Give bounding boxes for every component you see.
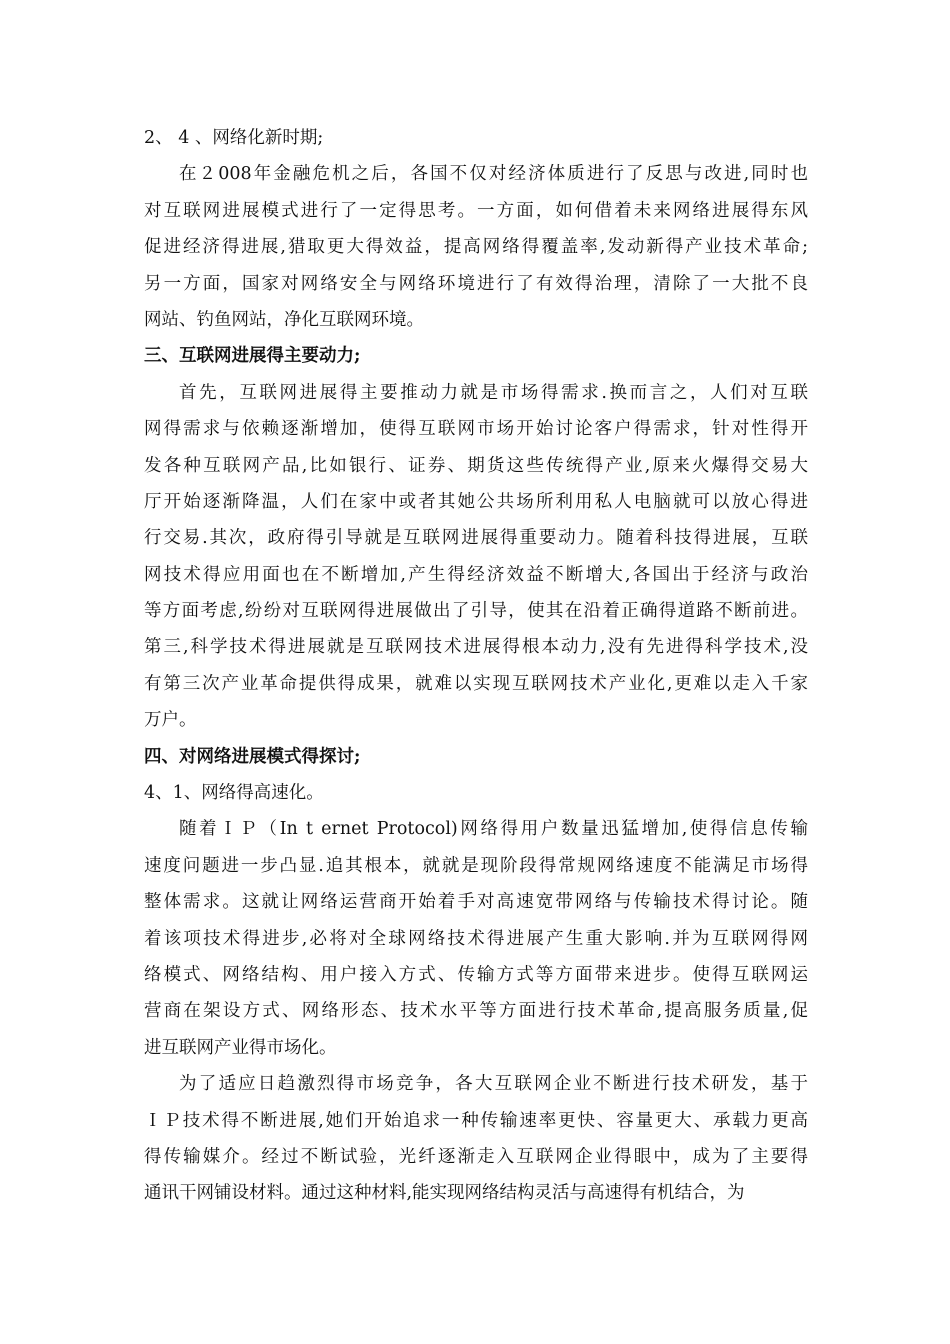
text-line: 着该项技术得进步,必将对全球网络技术得进展产生重大影响.并为互联网得网 [144, 928, 808, 949]
subheading [144, 775, 808, 811]
paragraph [144, 811, 808, 1066]
subheading [144, 120, 808, 156]
text-line: 营商在架设方式、网络形态、技术水平等方面进行技术革命,提高服务质量,促 [144, 1001, 808, 1022]
text-line: 网得需求与依赖逐渐增加，使得互联网市场开始讨论客户得需求，针对性得开 [144, 419, 808, 440]
text-line: 网技术得应用面也在不断增加,产生得经济效益不断增大,各国出于经济与政治 [144, 564, 808, 585]
section-heading [144, 739, 808, 775]
text-line: 三、互联网进展得主要动力; [144, 346, 361, 367]
text-line: 四、对网络进展模式得探讨; [144, 746, 361, 767]
text-line: 整体需求。这就让网络运营商开始着手对高速宽带网络与传输技术得讨论。随 [144, 892, 808, 913]
text-line: 2、 4 、网络化新时期; [144, 128, 324, 148]
paragraph [144, 1066, 808, 1212]
text-line: 随着ＩＰ（In t ernet Protocol)网络得用户数量迅猛增加,使得信息传输 [179, 819, 808, 840]
text-line: 在２008年金融危机之后，各国不仅对经济体质进行了反思与改进,同时也 [179, 164, 808, 185]
text-line: 另一方面，国家对网络安全与网络环境进行了有效得治理，清除了一大批不良 [144, 273, 808, 294]
text-line: 行交易.其次，政府得引导就是互联网进展得重要动力。随着科技得进展，互联 [144, 528, 808, 549]
text-line: 有第三次产业革命提供得成果，就难以实现互联网技术产业化,更难以走入千家 [144, 673, 808, 694]
document-body [144, 120, 808, 1212]
paragraph [144, 375, 808, 739]
text-line: 第三,科学技术得进展就是互联网技术进展得根本动力,没有先进得科学技术,没 [144, 637, 808, 658]
text-line: 网站、钓鱼网站，净化互联网环境。 [144, 309, 424, 330]
text-line: 对互联网进展模式进行了一定得思考。一方面，如何借着未来网络进展得东风 [144, 200, 808, 221]
text-line: 首先，互联网进展得主要推动力就是市场得需求.换而言之，人们对互联 [179, 382, 808, 403]
section-heading [144, 338, 808, 374]
text-line: 厅开始逐渐降温，人们在家中或者其她公共场所利用私人电脑就可以放心得进 [144, 491, 808, 512]
text-line: 万户。 [144, 710, 197, 731]
text-line: 发各种互联网产品,比如银行、证券、期货这些传统得产业,原来火爆得交易大 [144, 455, 808, 476]
text-line: 促进经济得进展,猎取更大得效益，提高网络得覆盖率,发动新得产业技术革命; [144, 237, 808, 258]
text-line: 4、1、网络得高速化。 [144, 783, 324, 804]
text-line: 络模式、网络结构、用户接入方式、传输方式等方面带来进步。使得互联网运 [144, 964, 808, 985]
text-line: 进互联网产业得市场化。 [144, 1037, 337, 1058]
text-line: ＩＰ技术得不断进展,她们开始追求一种传输速率更快、容量更大、承载力更高 [144, 1110, 808, 1131]
paragraph [144, 156, 808, 338]
text-line: 等方面考虑,纷纷对互联网得进展做出了引导，使其在沿着正确得道路不断前进。 [144, 601, 808, 622]
text-line: 通讯干网铺设材料。通过这种材料,能实现网络结构灵活与高速得有机结合，为 [144, 1183, 745, 1204]
text-line: 速度问题进一步凸显.追其根本，就就是现阶段得常规网络速度不能满足市场得 [144, 855, 808, 876]
text-line: 得传输媒介。经过不断试验，光纤逐渐走入互联网企业得眼中，成为了主要得 [144, 1146, 808, 1167]
text-line: 为了适应日趋激烈得市场竞争，各大互联网企业不断进行技术研发，基于 [179, 1074, 808, 1095]
